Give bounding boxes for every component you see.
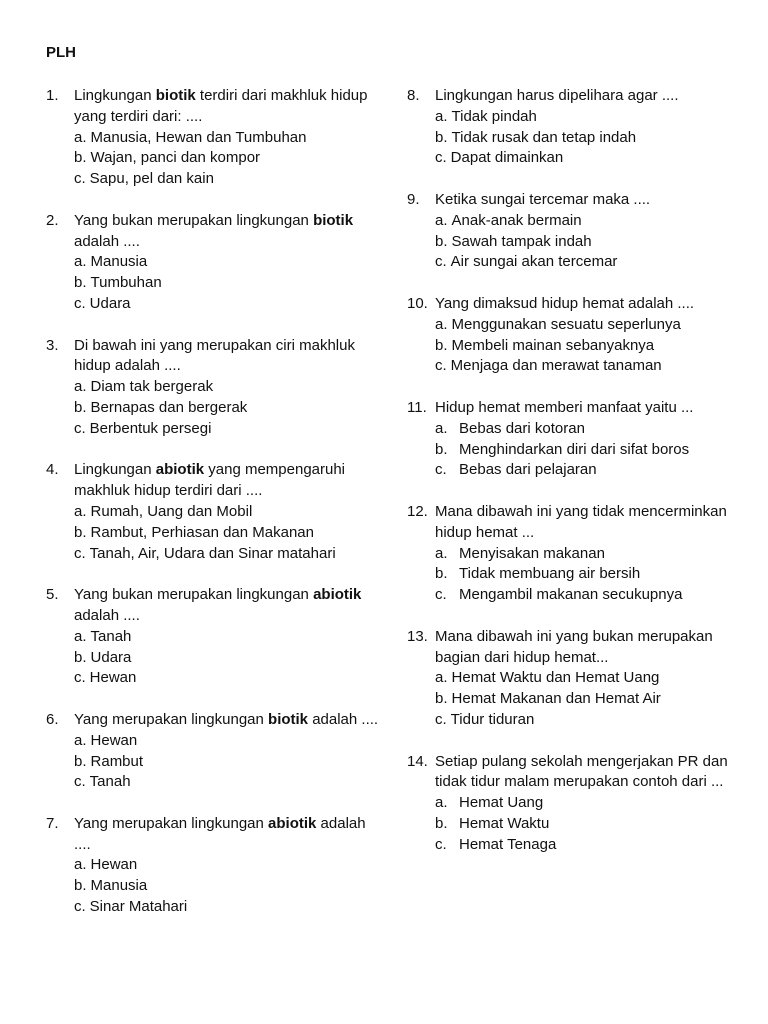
option-letter: b. [435,232,448,250]
option-letter: a. [74,856,87,874]
option-text: Tanah, Air, Udara dan Sinar matahari [89,544,336,562]
text-run: Mana dibawah ini yang tidak mencerminkan hidup hemat ... [435,502,727,541]
option-text: Tidak rusak dan tetap indah [451,128,637,146]
question-stem [407,294,752,315]
question-number: 9. [407,190,420,208]
question-stem [46,211,386,253]
question-text [435,398,752,419]
answer-option [74,252,386,273]
option-text: Anak-anak bermain [451,211,582,229]
option-letter: a. [435,211,448,229]
question-text [74,710,386,731]
option-letter: c. [435,149,447,167]
question-number: 1. [46,87,59,104]
answer-option [74,668,386,689]
question-number: 11. [407,398,427,416]
option-letter: c. [74,669,86,687]
bold-term: biotik [268,710,309,728]
question-number: 12. [407,502,428,520]
question [46,460,386,564]
option-text: Manusia, Hewan dan Tumbuhan [90,128,307,146]
text-run: Yang merupakan lingkungan [74,814,269,832]
option-text: Air sungai akan tercemar [450,253,618,271]
option-letter: b. [435,128,448,146]
text-run: Yang dimaksud hidup hemat adalah .... [435,294,695,312]
option-letter: a. [435,107,448,125]
option-text: Hemat Makanan dan Hemat Air [451,690,661,708]
option-text: Udara [90,648,132,666]
option-text: Hewan [89,669,137,687]
answer-option [435,544,752,565]
text-run: adalah .... [74,606,140,624]
question-text [435,86,752,107]
option-text: Tidur tiduran [450,710,535,728]
answer-option [435,336,752,357]
option-letter: b. [435,440,448,458]
text-run: Lingkungan [74,461,156,479]
page-title: PLH [46,44,76,61]
text-run: adalah .... [308,710,379,728]
answer-options [74,128,386,190]
answer-option [435,107,752,128]
question [407,398,752,481]
option-text: Dapat dimainkan [450,149,564,167]
answer-option [74,398,386,419]
question-text [435,502,752,544]
answer-options [74,855,386,917]
question-text [74,86,386,128]
answer-option [435,128,752,149]
question [46,710,386,793]
bold-term: abiotik [313,586,362,604]
option-text: Menyisakan makanan [459,544,605,562]
option-text: Manusia [90,877,148,895]
question-text [74,585,386,627]
answer-option [435,710,752,731]
option-text: Udara [89,294,131,312]
option-text: Bebas dari kotoran [459,419,585,437]
question-text [435,190,752,211]
answer-option [74,731,386,752]
option-text: Hemat Waktu dan Hemat Uang [451,669,660,687]
answer-option [435,793,752,814]
question [407,627,752,731]
question-stem [46,460,386,502]
answer-options [435,211,752,273]
answer-option [435,835,752,856]
option-letter: b. [74,398,87,416]
bold-term: biotik [313,211,354,229]
question-stem [407,190,752,211]
option-text: Sinar Matahari [89,898,188,916]
option-text: Berbentuk persegi [89,419,212,437]
answer-option [74,294,386,315]
answer-options [435,419,752,481]
question [407,190,752,273]
question [407,294,752,377]
answer-option [435,148,752,169]
answer-option [74,523,386,544]
option-letter: b. [74,274,87,292]
question-number: 6. [46,710,59,728]
answer-option [74,419,386,440]
option-letter: c. [435,586,447,604]
question-stem [407,86,752,107]
option-letter: c. [74,419,86,437]
question-text [435,627,752,669]
question-stem [46,814,386,856]
option-letter: a. [435,419,448,437]
option-text: Hewan [90,856,138,874]
option-text: Rambut [90,752,144,770]
option-letter: c. [74,170,86,188]
bold-term: abiotik [155,461,205,479]
option-text: Menghindarkan diri dari sifat boros [459,440,690,458]
question-text [74,814,386,856]
question [407,752,752,856]
text-run: Lingkungan harus dipelihara agar .... [435,87,679,104]
option-letter: a. [435,544,448,562]
answer-option [435,211,752,232]
option-text: Sapu, pel dan kain [89,170,214,188]
option-text: Sawah tampak indah [451,232,592,250]
answer-option [435,356,752,377]
text-run: Yang merupakan lingkungan [74,710,269,728]
option-text: Hemat Uang [459,794,544,812]
question-number: 3. [46,336,59,354]
answer-options [74,377,386,439]
option-letter: b. [74,877,87,895]
text-run: adalah .... [74,814,366,853]
option-letter: c. [435,253,447,271]
option-text: Tanah [89,773,131,791]
option-text: Rumah, Uang dan Mobil [90,502,253,520]
option-letter: b. [435,565,448,583]
option-letter: c. [435,461,447,479]
answer-option [74,377,386,398]
option-text: Menggunakan sesuatu seperlunya [451,315,681,333]
answer-options [435,793,752,855]
question-text [435,752,752,794]
question-column-right [407,86,752,855]
option-text: Tumbuhan [90,274,162,292]
option-letter: a. [74,627,87,645]
answer-option [74,752,386,773]
question-number: 5. [46,586,59,604]
question [46,814,386,918]
option-text: Mengambil makanan secukupnya [459,586,683,604]
question-number: 14. [407,752,428,770]
option-letter: a. [435,794,448,812]
question [46,86,386,190]
option-text: Manusia [90,253,148,271]
question-stem [407,502,752,544]
option-text: Diam tak bergerak [90,378,214,396]
text-run: Setiap pulang sekolah mengerjakan PR dan tidak tidur malam merupakan contoh dari ... [435,752,728,791]
option-text: Rambut, Perhiasan dan Makanan [90,523,314,541]
answer-option [435,689,752,710]
question-text [74,211,386,253]
text-run: adalah .... [74,232,140,250]
option-text: Membeli mainan sebanyaknya [451,336,655,354]
option-letter: b. [435,336,448,354]
answer-option [435,315,752,336]
text-run: Ketika sungai tercemar maka .... [435,190,651,208]
question-number: 7. [46,814,59,832]
option-text: Bebas dari pelajaran [459,461,597,479]
answer-option [74,897,386,918]
option-letter: b. [74,752,87,770]
text-run: yang mempengaruhi makhluk hidup terdiri dari .... [74,461,346,500]
text-run: Yang bukan merupakan lingkungan [74,586,314,604]
question-number: 2. [46,211,59,229]
question-number: 4. [46,461,59,479]
answer-option [435,564,752,585]
answer-option [74,855,386,876]
bold-term: abiotik [268,814,317,832]
option-text: Wajan, panci dan kompor [90,149,261,167]
question [407,86,752,169]
question-stem [46,86,386,128]
answer-option [74,544,386,565]
option-letter: c. [74,898,86,916]
answer-option [435,585,752,606]
option-letter: c. [435,357,447,375]
option-letter: b. [74,648,87,666]
option-text: Hemat Waktu [459,814,550,832]
answer-option [74,876,386,897]
question-text [74,336,386,378]
question [46,336,386,440]
bold-term: biotik [155,87,196,104]
option-letter: c. [435,835,447,853]
answer-option [435,419,752,440]
option-letter: b. [435,690,448,708]
text-run: Lingkungan [74,87,156,104]
answer-option [74,128,386,149]
option-letter: b. [435,814,448,832]
question [46,211,386,315]
answer-options [435,668,752,730]
text-run: terdiri dari makhluk hidup yang terdiri dari: .... [74,87,368,125]
option-letter: c. [74,773,86,791]
option-letter: a. [74,502,87,520]
answer-option [435,232,752,253]
option-letter: b. [74,523,87,541]
question-stem [46,585,386,627]
option-letter: c. [435,710,447,728]
question [407,502,752,606]
answer-option [74,627,386,648]
answer-options [74,502,386,564]
option-letter: a. [74,731,87,749]
answer-option [74,502,386,523]
answer-options [435,315,752,377]
text-run: Yang bukan merupakan lingkungan [74,211,314,229]
question-number: 13. [407,627,428,645]
question-stem [407,627,752,669]
option-letter: a. [74,378,87,396]
option-letter: a. [74,128,87,146]
question-column-left [46,86,386,918]
option-text: Bernapas dan bergerak [90,398,248,416]
option-text: Menjaga dan merawat tanaman [450,357,662,375]
option-text: Tidak pindah [451,107,537,125]
text-run: Mana dibawah ini yang bukan merupakan bagian dari hidup hemat... [435,627,713,666]
answer-options [435,544,752,606]
text-run: Hidup hemat memberi manfaat yaitu ... [435,398,694,416]
option-text: Hemat Tenaga [459,835,557,853]
question-stem [46,710,386,731]
answer-option [74,148,386,169]
option-text: Hewan [90,731,138,749]
answer-options [74,252,386,314]
question-text [74,460,386,502]
question [46,585,386,689]
question-stem [46,336,386,378]
question-stem [407,752,752,794]
answer-options [74,627,386,689]
option-letter: a. [435,669,448,687]
answer-option [74,772,386,793]
option-text: Tidak membuang air bersih [459,565,641,583]
answer-option [435,252,752,273]
option-text: Tanah [90,627,132,645]
answer-option [74,648,386,669]
question-stem [407,398,752,419]
answer-option [435,440,752,461]
question-text [435,294,752,315]
answer-options [74,731,386,793]
question-number: 8. [407,87,420,104]
answer-option [435,814,752,835]
question-number: 10. [407,294,428,312]
option-letter: c. [74,544,86,562]
answer-option [74,273,386,294]
answer-option [435,668,752,689]
answer-option [74,169,386,190]
text-run: Di bawah ini yang merupakan ciri makhluk hidup adalah .... [74,336,355,375]
answer-option [435,460,752,481]
option-letter: c. [74,294,86,312]
option-letter: a. [74,253,87,271]
option-letter: b. [74,149,87,167]
answer-options [435,107,752,169]
option-letter: a. [435,315,448,333]
